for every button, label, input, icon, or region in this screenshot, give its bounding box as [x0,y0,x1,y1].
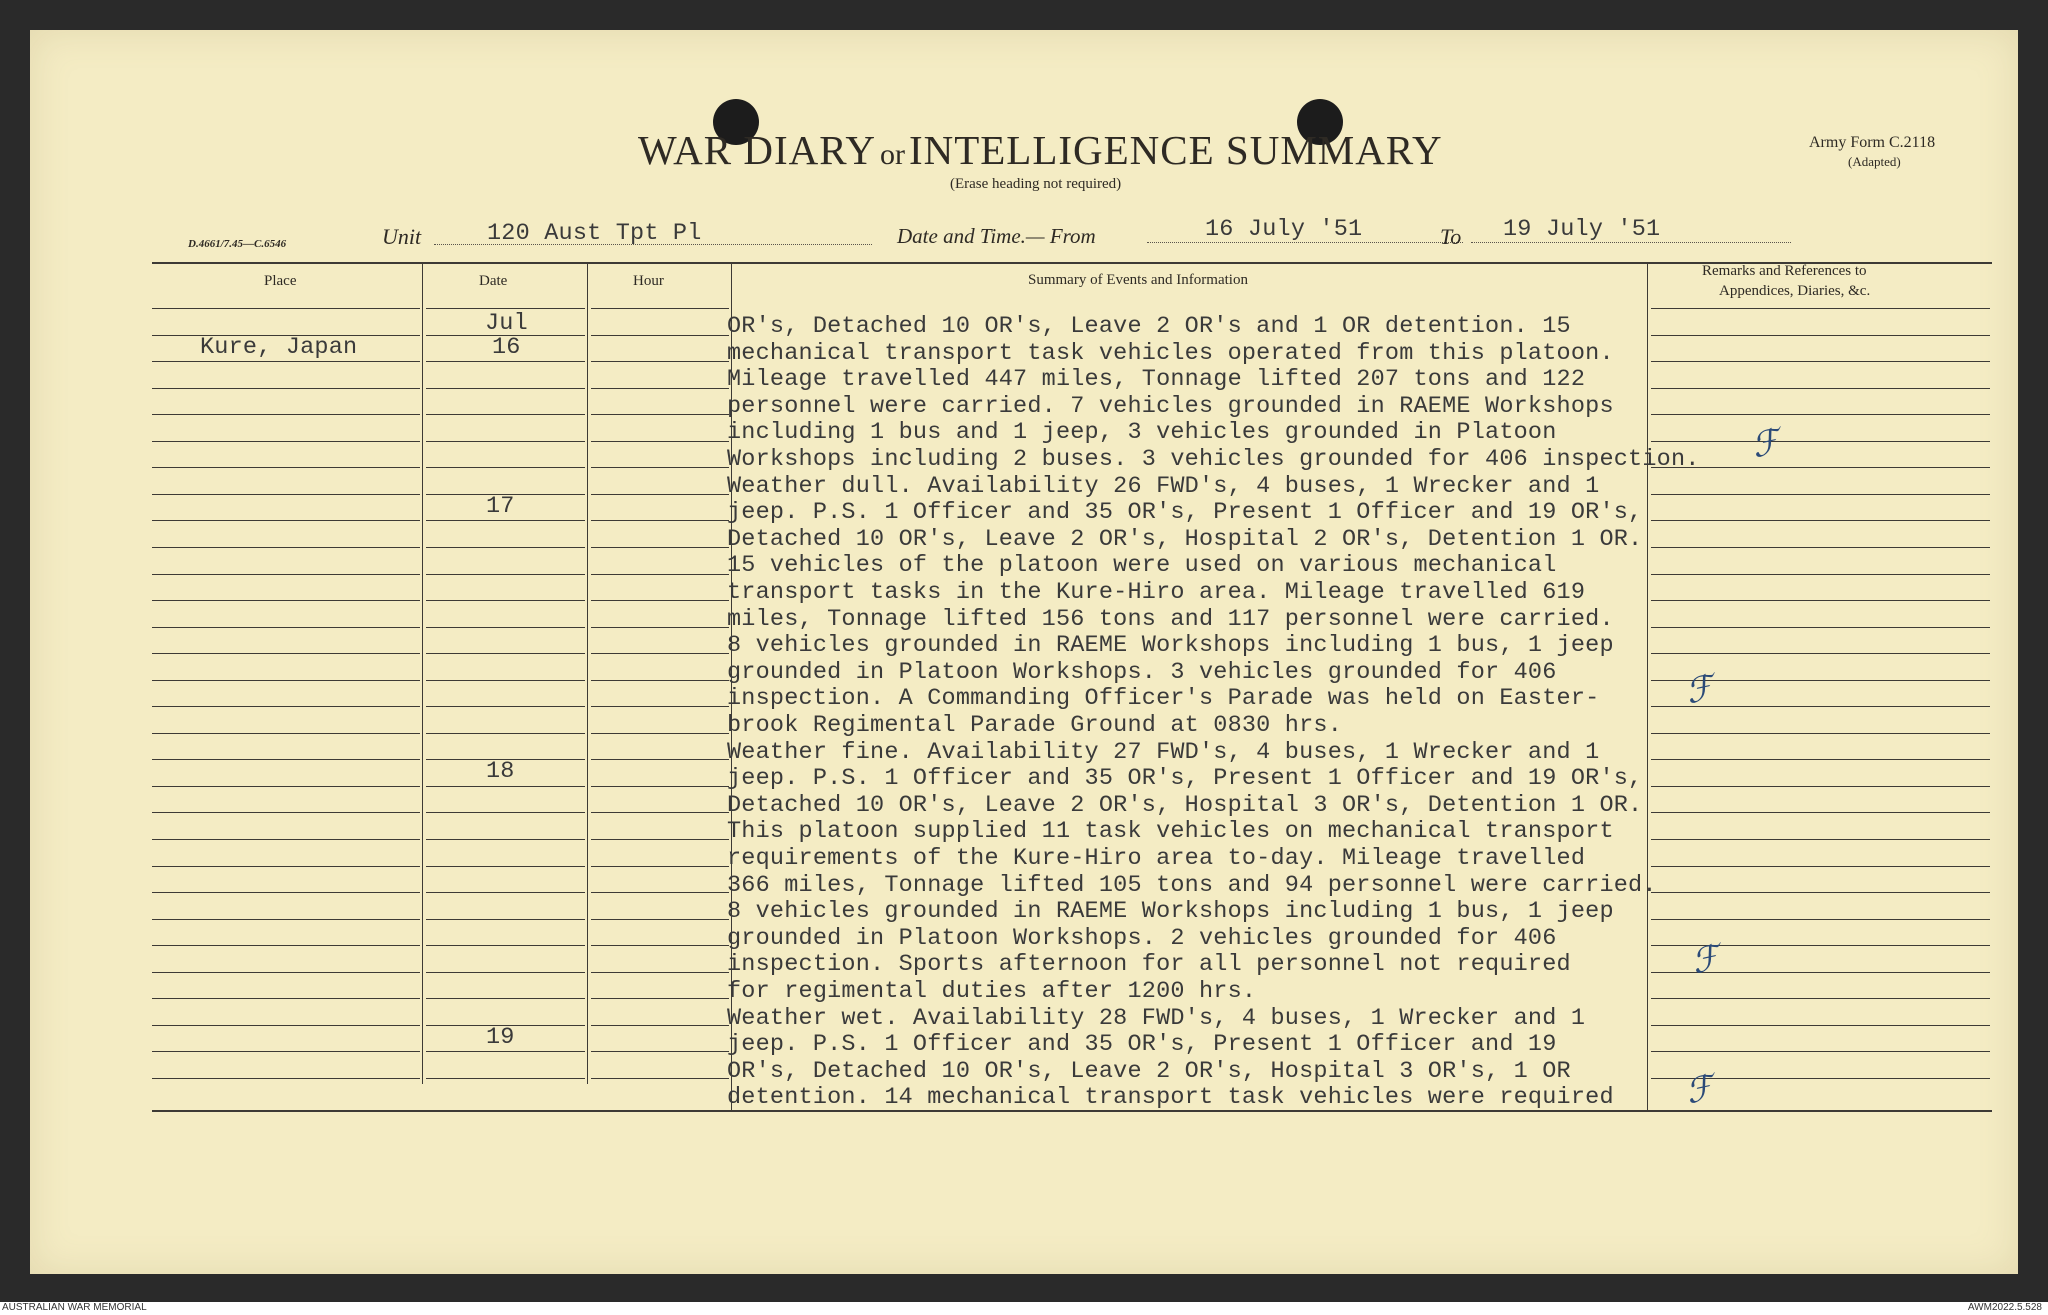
ruled-line [1651,335,1990,336]
ruled-line [1651,547,1990,548]
archive-footer [0,1302,2048,1315]
column-divider-date [587,262,588,1084]
title-intelligence-summary: INTELLIGENCE SUMMARY [908,127,1443,173]
summary-line: jeep. P.S. 1 Officer and 35 OR's, Present 1 Officer and 19 OR's, [727,765,1643,792]
ruled-line [591,467,729,468]
column-divider-place [422,262,423,1084]
summary-line: 15 vehicles of the platoon were used on various mechanical [727,552,1557,579]
column-header-place: Place [264,273,297,289]
ruled-line [152,919,420,920]
summary-line: inspection. Sports afternoon for all personnel not required [727,951,1571,978]
ruled-line [152,414,420,415]
date-16: 16 [492,334,521,361]
ruled-line [152,600,420,601]
date-time-from-label: Date and Time.— From [897,224,1096,248]
ruled-line [426,600,585,601]
ruled-line [152,812,420,813]
ruled-line [1651,812,1990,813]
ruled-line [152,680,420,681]
ruled-line [1651,600,1990,601]
date-17: 17 [486,493,515,520]
ruled-line [1651,494,1990,495]
ruled-line [426,414,585,415]
ruled-line [591,361,729,362]
unit-value: 120 Aust Tpt Pl [487,220,702,247]
ruled-line [591,839,729,840]
ruled-line [1651,892,1990,893]
ruled-line [426,972,585,973]
summary-line: grounded in Platoon Workshops. 2 vehicles grounded for 406 [727,925,1557,952]
ruled-line [426,998,585,999]
ruled-line [152,441,420,442]
ruled-line [591,308,729,309]
ruled-line [1651,1051,1990,1052]
ruled-line [591,441,729,442]
column-header-remarks-line2: Appendices, Diaries, &c. [1719,283,1871,299]
summary-line: detention. 14 mechanical transport task vehicles were required [727,1084,1614,1111]
ruled-line [591,494,729,495]
ruled-line [591,653,729,654]
column-header-hour: Hour [633,273,664,289]
ruled-line [426,786,585,787]
summary-line: Workshops including 2 buses. 3 vehicles grounded for 406 inspection. [727,446,1700,473]
summary-line: jeep. P.S. 1 Officer and 35 OR's, Present 1 Officer and 19 OR's, [727,499,1643,526]
ruled-line [152,706,420,707]
ruled-line [1651,467,1990,468]
handwritten-initials: ℱ [1682,1067,1717,1113]
unit-underline [434,244,872,245]
handwritten-initials: ℱ [1682,667,1717,713]
ruled-line [426,547,585,548]
ruled-line [591,733,729,734]
ruled-line [426,680,585,681]
ruled-line [591,1051,729,1052]
ruled-line [1651,520,1990,521]
title-or: or [879,138,905,171]
ruled-line [591,388,729,389]
date-month: Jul [485,310,528,337]
ruled-line [152,759,420,760]
ruled-line [1651,839,1990,840]
archive-name: AUSTRALIAN WAR MEMORIAL [2,1302,147,1313]
to-underline [1471,242,1791,243]
ruled-line [591,680,729,681]
ruled-line [426,388,585,389]
ruled-line [152,866,420,867]
ruled-line [591,972,729,973]
ruled-line [1651,919,1990,920]
summary-line: transport tasks in the Kure-Hiro area. Mileage travelled 619 [727,579,1586,606]
ruled-line [591,335,729,336]
ruled-line [1651,574,1990,575]
ruled-line [426,653,585,654]
summary-line: Weather dull. Availability 26 FWD's, 4 buses, 1 Wrecker and 1 [727,473,1600,500]
ruled-line [426,361,585,362]
handwritten-initials: ℱ [1748,421,1783,467]
ruled-line [1651,786,1990,787]
ruled-line [152,972,420,973]
ruled-line [426,441,585,442]
subtitle: (Erase heading not required) [950,176,1122,192]
ruled-line [426,520,585,521]
ruled-line [591,1025,729,1026]
date-18: 18 [486,758,515,785]
ruled-line [591,945,729,946]
column-header-date: Date [479,273,508,289]
summary-line: mechanical transport task vehicles operated from this platoon. [727,340,1614,367]
ruled-line [152,786,420,787]
ruled-line [591,998,729,999]
summary-line: Weather wet. Availability 28 FWD's, 4 buses, 1 Wrecker and 1 [727,1005,1586,1032]
summary-line: miles, Tonnage lifted 156 tons and 117 personnel were carried. [727,606,1614,633]
ruled-line [1651,361,1990,362]
ruled-line [591,547,729,548]
summary-line: Detached 10 OR's, Leave 2 OR's, Hospital 3 OR's, Detention 1 OR. [727,792,1643,819]
ruled-line [152,520,420,521]
ruled-line [426,839,585,840]
summary-line: 366 miles, Tonnage lifted 105 tons and 94 personnel were carried. [727,872,1657,899]
ruled-line [152,547,420,548]
title-war-diary: WAR DIARY [638,127,876,173]
ruled-line [152,494,420,495]
summary-line: Mileage travelled 447 miles, Tonnage lifted 207 tons and 122 [727,366,1586,393]
ruled-line [426,467,585,468]
summary-line: personnel were carried. 7 vehicles grounded in RAEME Workshops [727,393,1614,420]
date-19: 19 [486,1024,515,1051]
ruled-line [591,574,729,575]
to-date-value: 19 July '51 [1503,216,1661,243]
ruled-line [152,361,420,362]
unit-label: Unit [382,224,422,249]
column-header-remarks-line1: Remarks and References to [1702,263,1867,279]
ruled-line [426,733,585,734]
summary-line: OR's, Detached 10 OR's, Leave 2 OR's and 1 OR detention. 15 [727,313,1571,340]
ruled-line [152,1051,420,1052]
form-code: D.4661/7.45—C.6546 [188,238,287,250]
ruled-line [426,308,585,309]
column-divider-summary [1647,262,1648,1110]
ruled-line [1651,308,1990,309]
summary-line: including 1 bus and 1 jeep, 3 vehicles grounded in Platoon [727,419,1557,446]
ruled-line [1651,733,1990,734]
ruled-line [591,1078,729,1079]
summary-line: jeep. P.S. 1 Officer and 35 OR's, Present 1 Officer and 19 [727,1031,1557,1058]
ruled-line [426,812,585,813]
ruled-line [152,653,420,654]
ruled-line [591,759,729,760]
summary-line: 8 vehicles grounded in RAEME Workshops including 1 bus, 1 jeep [727,898,1614,925]
ruled-line [591,919,729,920]
ruled-line [1651,759,1990,760]
ruled-line [1651,627,1990,628]
ruled-line [152,1025,420,1026]
ruled-line [426,866,585,867]
adapted-label: (Adapted) [1848,154,1901,169]
ruled-line [426,892,585,893]
army-form-label: Army Form C.2118 [1809,134,1936,151]
ruled-line [591,414,729,415]
ruled-line [591,706,729,707]
summary-line: grounded in Platoon Workshops. 3 vehicles grounded for 406 [727,659,1557,686]
ruled-line [152,945,420,946]
summary-line: inspection. A Commanding Officer's Parade was held on Easter- [727,685,1600,712]
diary-page [30,30,2018,1274]
ruled-line [426,919,585,920]
ruled-line [591,600,729,601]
ruled-line [152,998,420,999]
page-title [638,126,1443,174]
ruled-line [591,892,729,893]
ruled-line [1651,1025,1990,1026]
summary-line: This platoon supplied 11 task vehicles on mechanical transport [727,818,1614,845]
ruled-line [426,1078,585,1079]
summary-line: requirements of the Kure-Hiro area to-day. Mileage travelled [727,845,1586,872]
ruled-line [591,520,729,521]
ruled-line [152,892,420,893]
ruled-line [426,945,585,946]
ruled-line [591,812,729,813]
summary-line: 8 vehicles grounded in RAEME Workshops including 1 bus, 1 jeep [727,632,1614,659]
ruled-line [1651,414,1990,415]
archive-reference: AWM2022.5.528 [1967,1302,2042,1313]
ruled-line [152,388,420,389]
summary-line: Detached 10 OR's, Leave 2 OR's, Hospital 2 OR's, Detention 1 OR. [727,526,1643,553]
place-kure-japan: Kure, Japan [200,334,358,361]
ruled-line [152,467,420,468]
ruled-line [152,627,420,628]
ruled-line [426,706,585,707]
column-header-summary: Summary of Events and Information [1028,272,1248,288]
summary-line: brook Regimental Parade Ground at 0830 hrs. [727,712,1342,739]
ruled-line [591,786,729,787]
ruled-line [1651,441,1990,442]
ruled-line [1651,653,1990,654]
ruled-line [1651,388,1990,389]
ruled-line [591,866,729,867]
ruled-line [152,839,420,840]
ruled-line [426,627,585,628]
ruled-line [1651,998,1990,999]
from-underline [1147,242,1463,243]
ruled-line [152,1078,420,1079]
to-label: To [1440,224,1462,249]
summary-line: OR's, Detached 10 OR's, Leave 2 OR's, Hospital 3 OR's, 1 OR [727,1058,1571,1085]
handwritten-initials: ℱ [1688,937,1723,983]
ruled-line [1651,866,1990,867]
ruled-line [152,574,420,575]
ruled-line [591,627,729,628]
ruled-line [426,574,585,575]
summary-line: for regimental duties after 1200 hrs. [727,978,1257,1005]
ruled-line [152,308,420,309]
from-date-value: 16 July '51 [1205,216,1363,243]
ruled-line [426,1051,585,1052]
ruled-line [152,733,420,734]
summary-line: Weather fine. Availability 27 FWD's, 4 buses, 1 Wrecker and 1 [727,739,1600,766]
